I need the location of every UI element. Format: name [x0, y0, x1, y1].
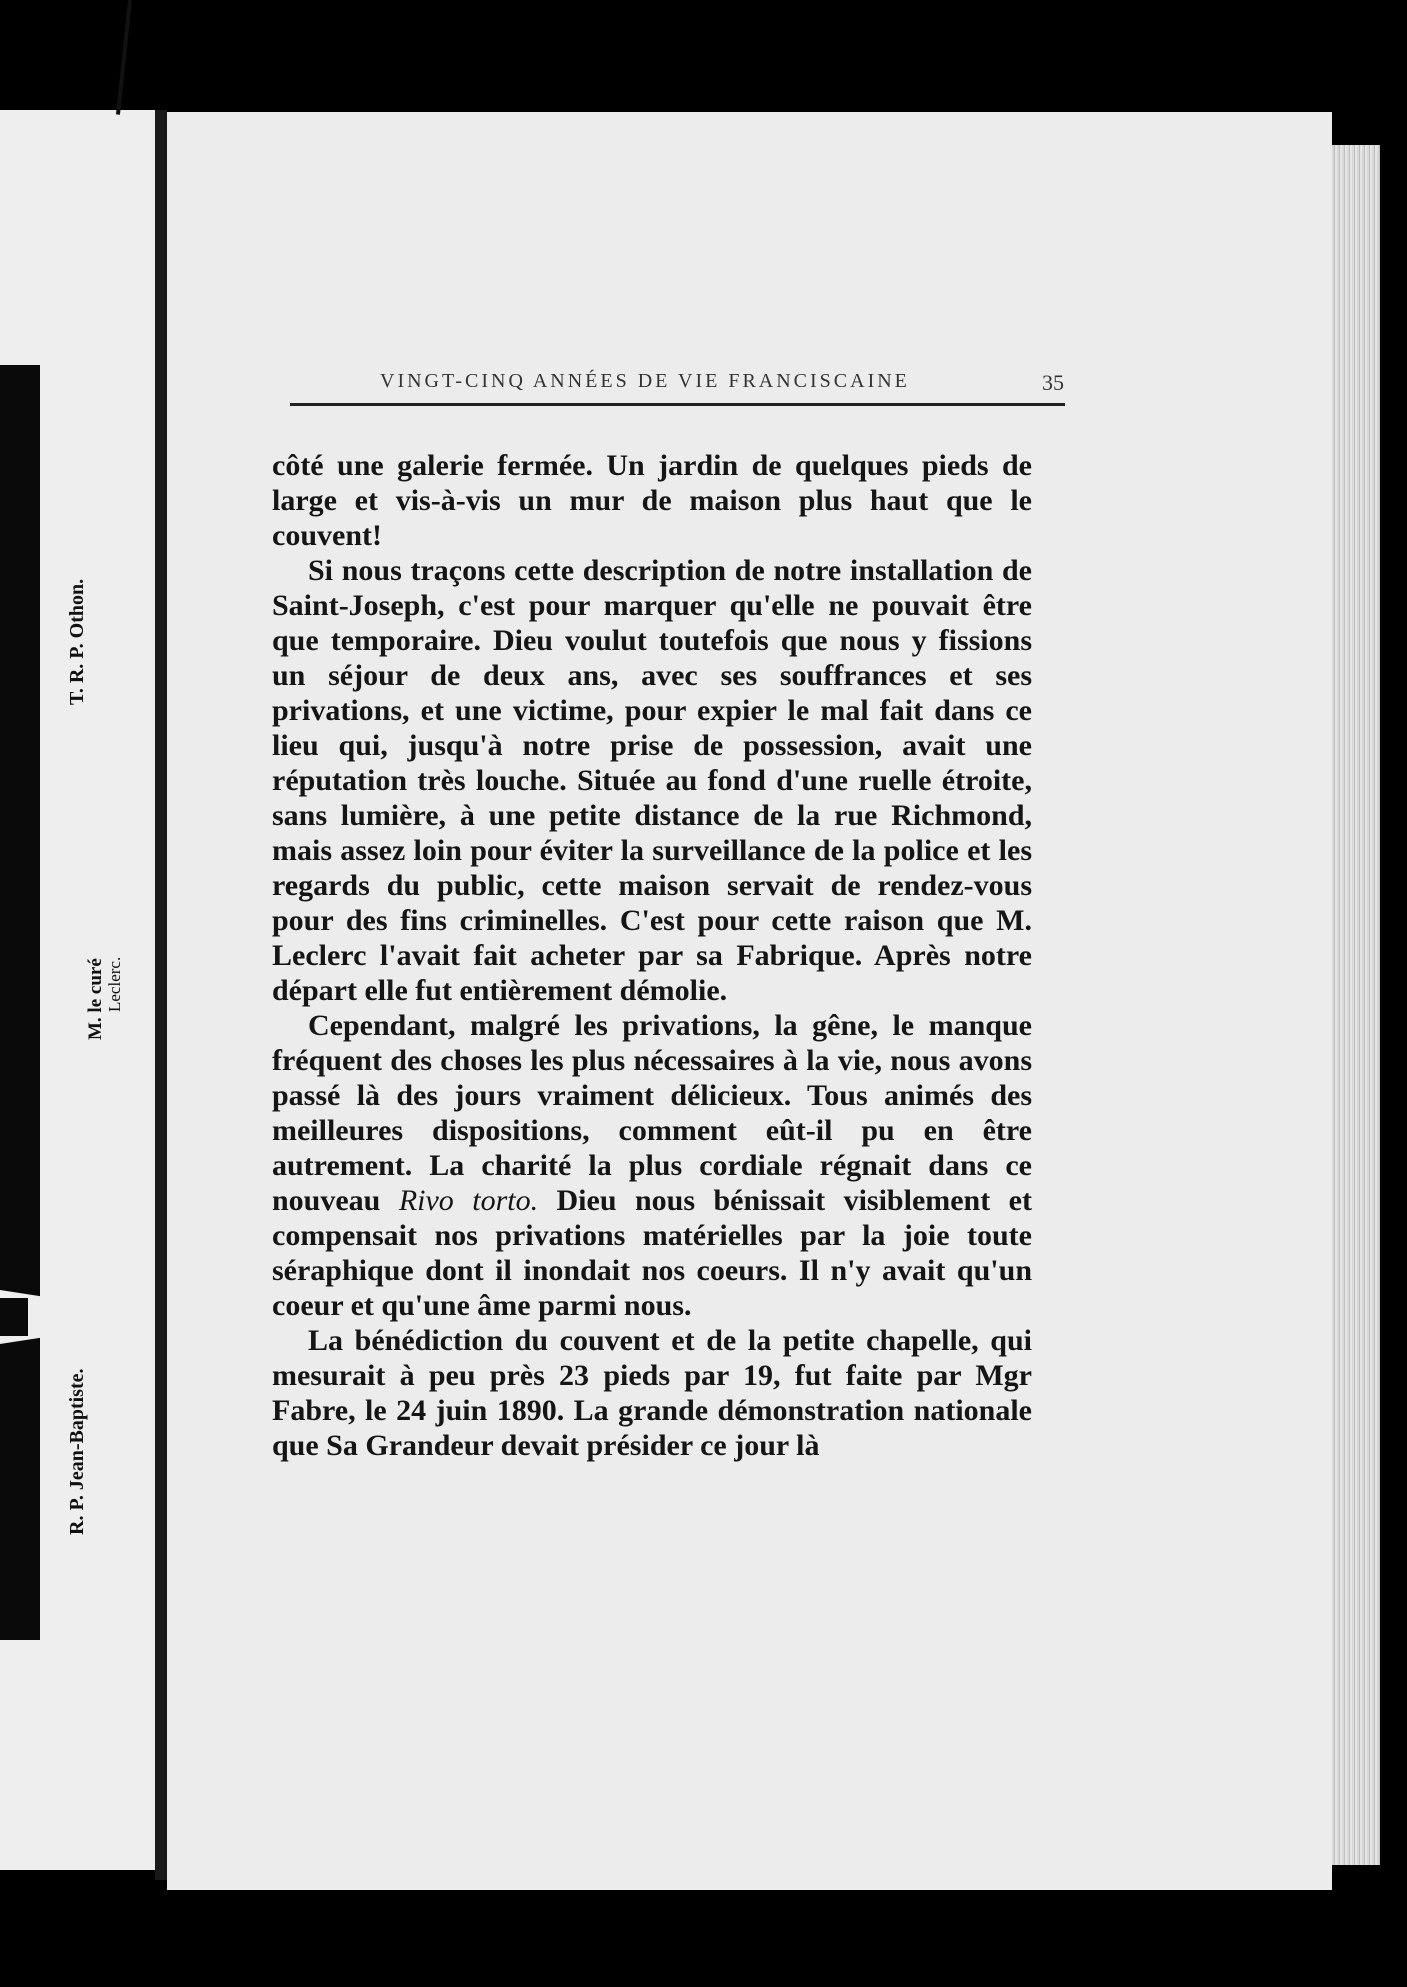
paragraph-3 [272, 1008, 1032, 1323]
running-title: VINGT-CINQ ANNÉES DE VIE FRANCISCAINE [380, 370, 910, 392]
paragraph-3-end: Dieu nous bénissait visiblement et compensait nos privations matérielles par la joie toute séraphique dont il inondait nos coeurs. Il n'y avait qu'un coeur et qu'une âme parmi nous. [272, 1184, 1032, 1322]
paragraph-2: Si nous traçons cette description de notre installation de Saint-Joseph, c'est pour marquer qu'elle ne pouvait être que temporaire. Dieu voulut toutefois que nous y fissions un séjour de deux ans, avec ses souffrances et ses privations, et une victime, pour expier le mal fait dans ce lieu qui, jusqu'à notre prise de possession, avait une réputation très louche. Située au fond d'une ruelle étroite, sans lumière, à une petite distance de la rue Richmond, mais assez loin pour éviter la surveillance de la police et les regards du public, cette maison servait de rendez-vous pour des fins criminelles. C'est pour cette raison que M. Leclerc l'avait fait acheter par sa Fabrique. Après notre départ elle fut entièrement démolie. [272, 554, 1032, 1007]
caption-leclerc: Leclerc. [105, 956, 124, 1012]
caption-othon: T. R. P. Othon. [66, 578, 88, 705]
caption-cure: M. le curé [85, 958, 106, 1040]
page-edge-stack [1332, 145, 1380, 1865]
book-spine [155, 110, 167, 1880]
paragraph-3-start: Cependant, malgré les privations, la gêne, le manque fréquent des choses les plus nécessaires à la vie, nous avons passé là des jours vraiment délicieux. Tous animés des meilleures dispositions, comment eût-il pu en être autrement. La charité la plus cordiale régnait dans ce nouveau [272, 1009, 1032, 1217]
left-page-photo-plate [0, 365, 40, 1640]
caption-jean-baptiste: R. P. Jean-Baptiste. [66, 1368, 88, 1535]
paragraph-4: La bénédiction du couvent et de la petite chapelle, qui mesurait à peu près 23 pieds par 19, fut faite par Mgr Fabre, le 24 juin 1890. La grande démonstration nationale que Sa Grandeur devait présider ce jour là [272, 1324, 1032, 1462]
paragraph-1: côté une galerie fermée. Un jardin de quelques pieds de large et vis-à-vis un mur de maison plus haut que le couvent! [272, 449, 1032, 552]
book-fold-line [116, 0, 132, 115]
header-rule [290, 403, 1065, 406]
body-text [272, 448, 1032, 1463]
left-page-notch-shadow [0, 1298, 28, 1336]
paragraph-3-italic: Rivo torto. [398, 1184, 539, 1217]
page-number: 35 [1042, 370, 1064, 395]
